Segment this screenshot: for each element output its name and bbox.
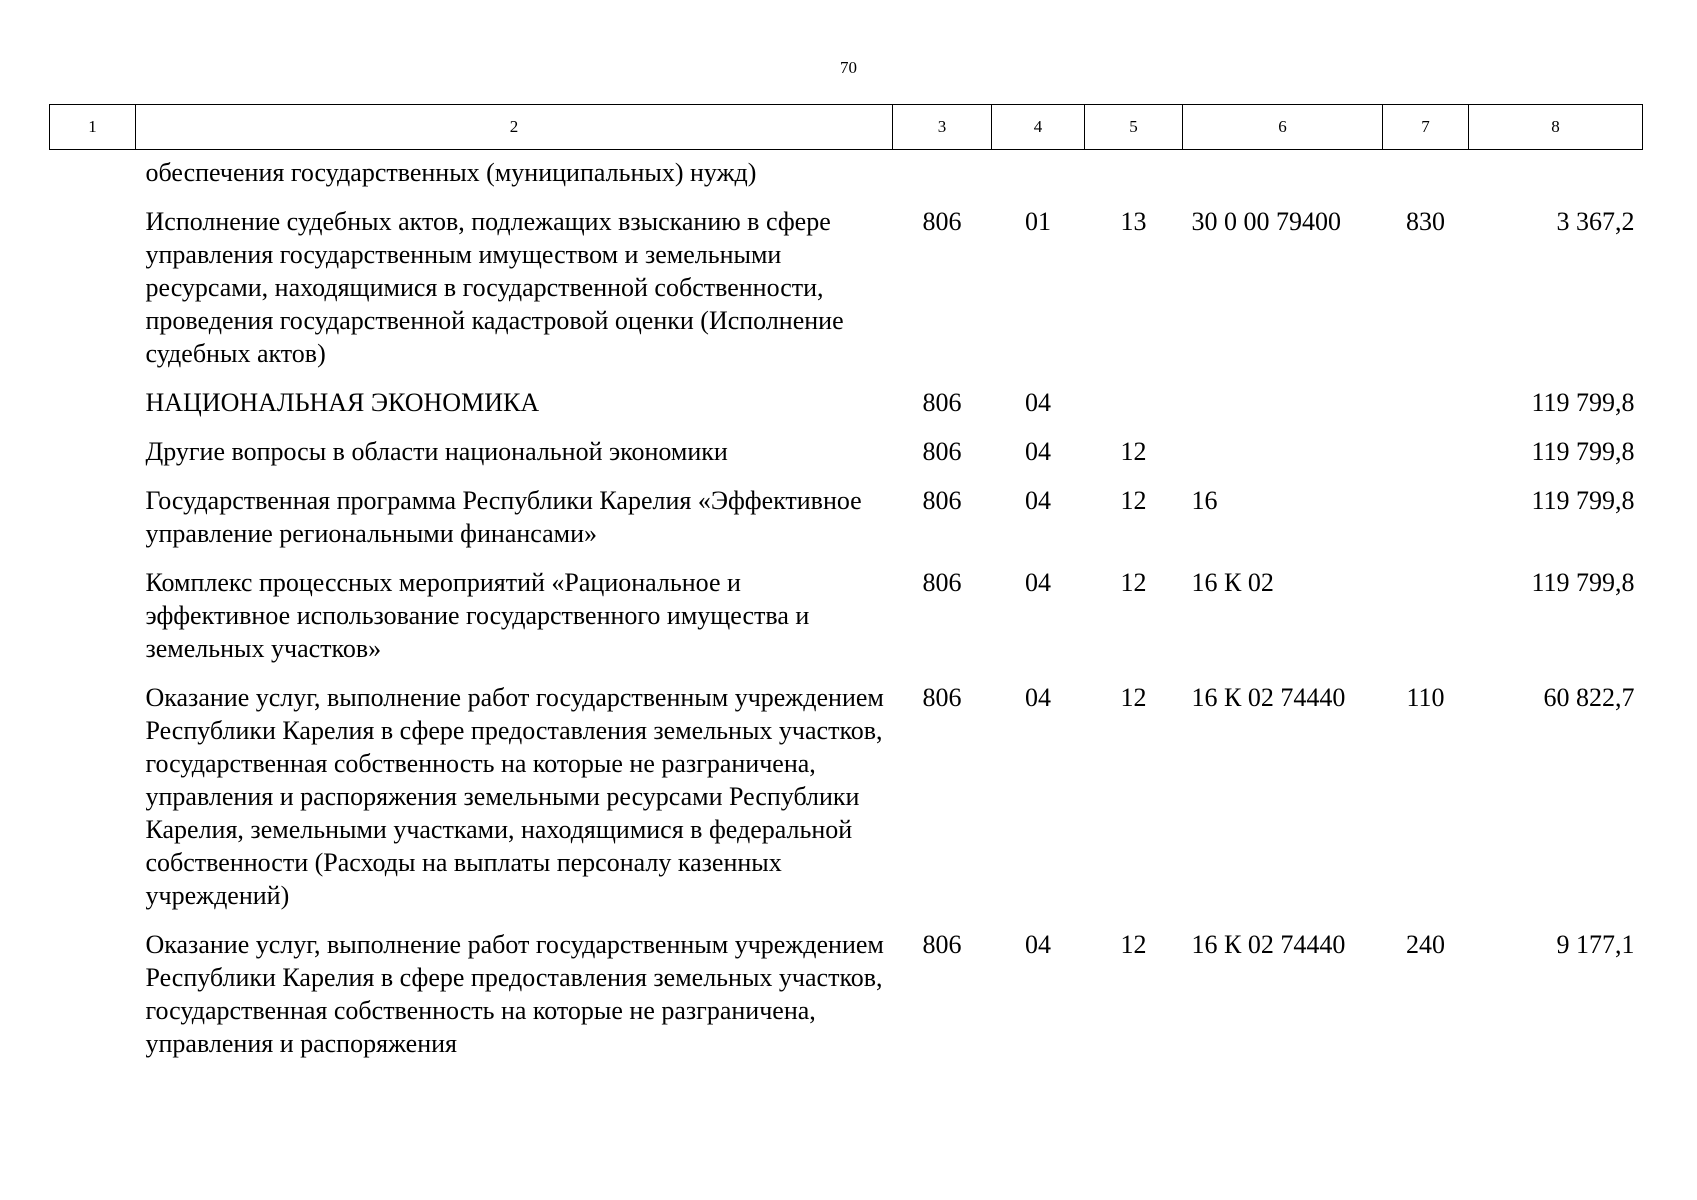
budget-table — [49, 104, 1643, 1060]
expense-type-cell: 110 — [1406, 683, 1445, 712]
description-cell: Оказание услуг, выполнение работ государственным учреждением Республики Карелия в сфере предоставления земельных участков, государственная собственность на которые не разграничена, управления и распоряжения земельными ресурсами Республики Карелия, земельными участками, находящимися в федеральной собственности (Расходы на выплаты персоналу казенных учреждений) — [145, 683, 884, 910]
subsection-code-cell: 12 — [1120, 568, 1147, 597]
target-article-cell: 16 — [1191, 486, 1218, 515]
admin-code-cell: 806 — [922, 568, 962, 597]
row-number-cell — [50, 150, 136, 190]
description-cell: Исполнение судебных актов, подлежащих взысканию в сфере управления государственным имуществом и земельными ресурсами, находящимися в государственной собственности, проведения государственной кадастровой оценки (Исполнение судебных актов) — [145, 207, 844, 368]
target-article-cell — [1183, 370, 1383, 419]
admin-code-cell: 806 — [922, 207, 962, 236]
subsection-code-cell: 12 — [1120, 486, 1147, 515]
row-number-cell — [50, 419, 136, 468]
target-article-cell: 16 К 02 74440 — [1191, 930, 1346, 959]
section-code-cell: 04 — [1025, 388, 1051, 417]
section-code-cell: 04 — [1025, 930, 1051, 959]
column-header: 4 — [992, 105, 1085, 150]
description-cell: Государственная программа Республики Карелия «Эффективное управление региональными финансами» — [145, 486, 862, 548]
target-article-cell: 16 К 02 74440 — [1191, 683, 1346, 712]
subsection-code-cell: 13 — [1120, 207, 1147, 236]
subsection-code-cell: 12 — [1120, 930, 1147, 959]
amount-cell: 3 367,2 — [1556, 207, 1635, 236]
section-code-cell: 04 — [1025, 568, 1051, 597]
row-number-cell — [50, 189, 136, 370]
section-code-cell: 04 — [1025, 683, 1051, 712]
row-number-cell — [50, 370, 136, 419]
amount-cell: 119 799,8 — [1531, 486, 1635, 515]
subsection-code-cell — [1085, 370, 1183, 419]
description-cell: Другие вопросы в области национальной экономики — [145, 437, 728, 466]
amount-cell: 119 799,8 — [1531, 437, 1635, 466]
table-row — [50, 550, 1643, 665]
amount-cell: 9 177,1 — [1556, 930, 1635, 959]
description-cell: НАЦИОНАЛЬНАЯ ЭКОНОМИКА — [145, 388, 540, 417]
expense-type-cell — [1383, 550, 1469, 665]
section-code-cell: 04 — [1025, 437, 1051, 466]
admin-code-cell — [893, 150, 992, 190]
amount-cell: 119 799,8 — [1531, 388, 1635, 417]
target-article-cell: 30 0 00 79400 — [1191, 207, 1341, 236]
description-cell: обеспечения государственных (муниципальных) нужд) — [145, 158, 757, 187]
expense-type-cell — [1383, 468, 1469, 550]
column-header: 1 — [50, 105, 136, 150]
row-number-cell — [50, 912, 136, 1060]
expense-type-cell: 830 — [1406, 207, 1445, 236]
table-row — [50, 189, 1643, 370]
row-number-cell — [50, 550, 136, 665]
column-header: 7 — [1383, 105, 1469, 150]
target-article-cell — [1183, 419, 1383, 468]
admin-code-cell: 806 — [922, 930, 962, 959]
subsection-code-cell — [1085, 150, 1183, 190]
admin-code-cell: 806 — [922, 486, 962, 515]
subsection-code-cell: 12 — [1120, 437, 1147, 466]
expense-type-cell — [1383, 419, 1469, 468]
table-row — [50, 150, 1643, 190]
section-code-cell: 01 — [1025, 207, 1051, 236]
section-code-cell: 04 — [1025, 486, 1051, 515]
amount-cell: 119 799,8 — [1531, 568, 1635, 597]
row-number-cell — [50, 468, 136, 550]
target-article-cell — [1183, 150, 1383, 190]
table-row — [50, 665, 1643, 912]
subsection-code-cell: 12 — [1120, 683, 1147, 712]
expense-type-cell: 240 — [1406, 930, 1445, 959]
column-header: 2 — [136, 105, 893, 150]
page-number: 70 — [840, 58, 857, 77]
column-header: 5 — [1085, 105, 1183, 150]
column-header: 6 — [1183, 105, 1383, 150]
section-code-cell — [992, 150, 1085, 190]
amount-cell — [1469, 150, 1643, 190]
table-row — [50, 370, 1643, 419]
admin-code-cell: 806 — [922, 437, 962, 466]
admin-code-cell: 806 — [922, 388, 962, 417]
table-row — [50, 468, 1643, 550]
column-header: 3 — [893, 105, 992, 150]
description-cell: Комплекс процессных мероприятий «Рациональное и эффективное использование государственного имущества и земельных участков» — [145, 568, 810, 663]
amount-cell: 60 822,7 — [1543, 683, 1635, 712]
expense-type-cell — [1383, 150, 1469, 190]
row-number-cell — [50, 665, 136, 912]
table-header-row — [50, 105, 1643, 150]
table-row — [50, 912, 1643, 1060]
admin-code-cell: 806 — [922, 683, 962, 712]
target-article-cell: 16 К 02 — [1191, 568, 1274, 597]
table-row — [50, 419, 1643, 468]
description-cell: Оказание услуг, выполнение работ государственным учреждением Республики Карелия в сфере предоставления земельных участков, государственная собственность на которые не разграничена, управления и распоряжения — [145, 930, 884, 1058]
column-header: 8 — [1469, 105, 1643, 150]
expense-type-cell — [1383, 370, 1469, 419]
